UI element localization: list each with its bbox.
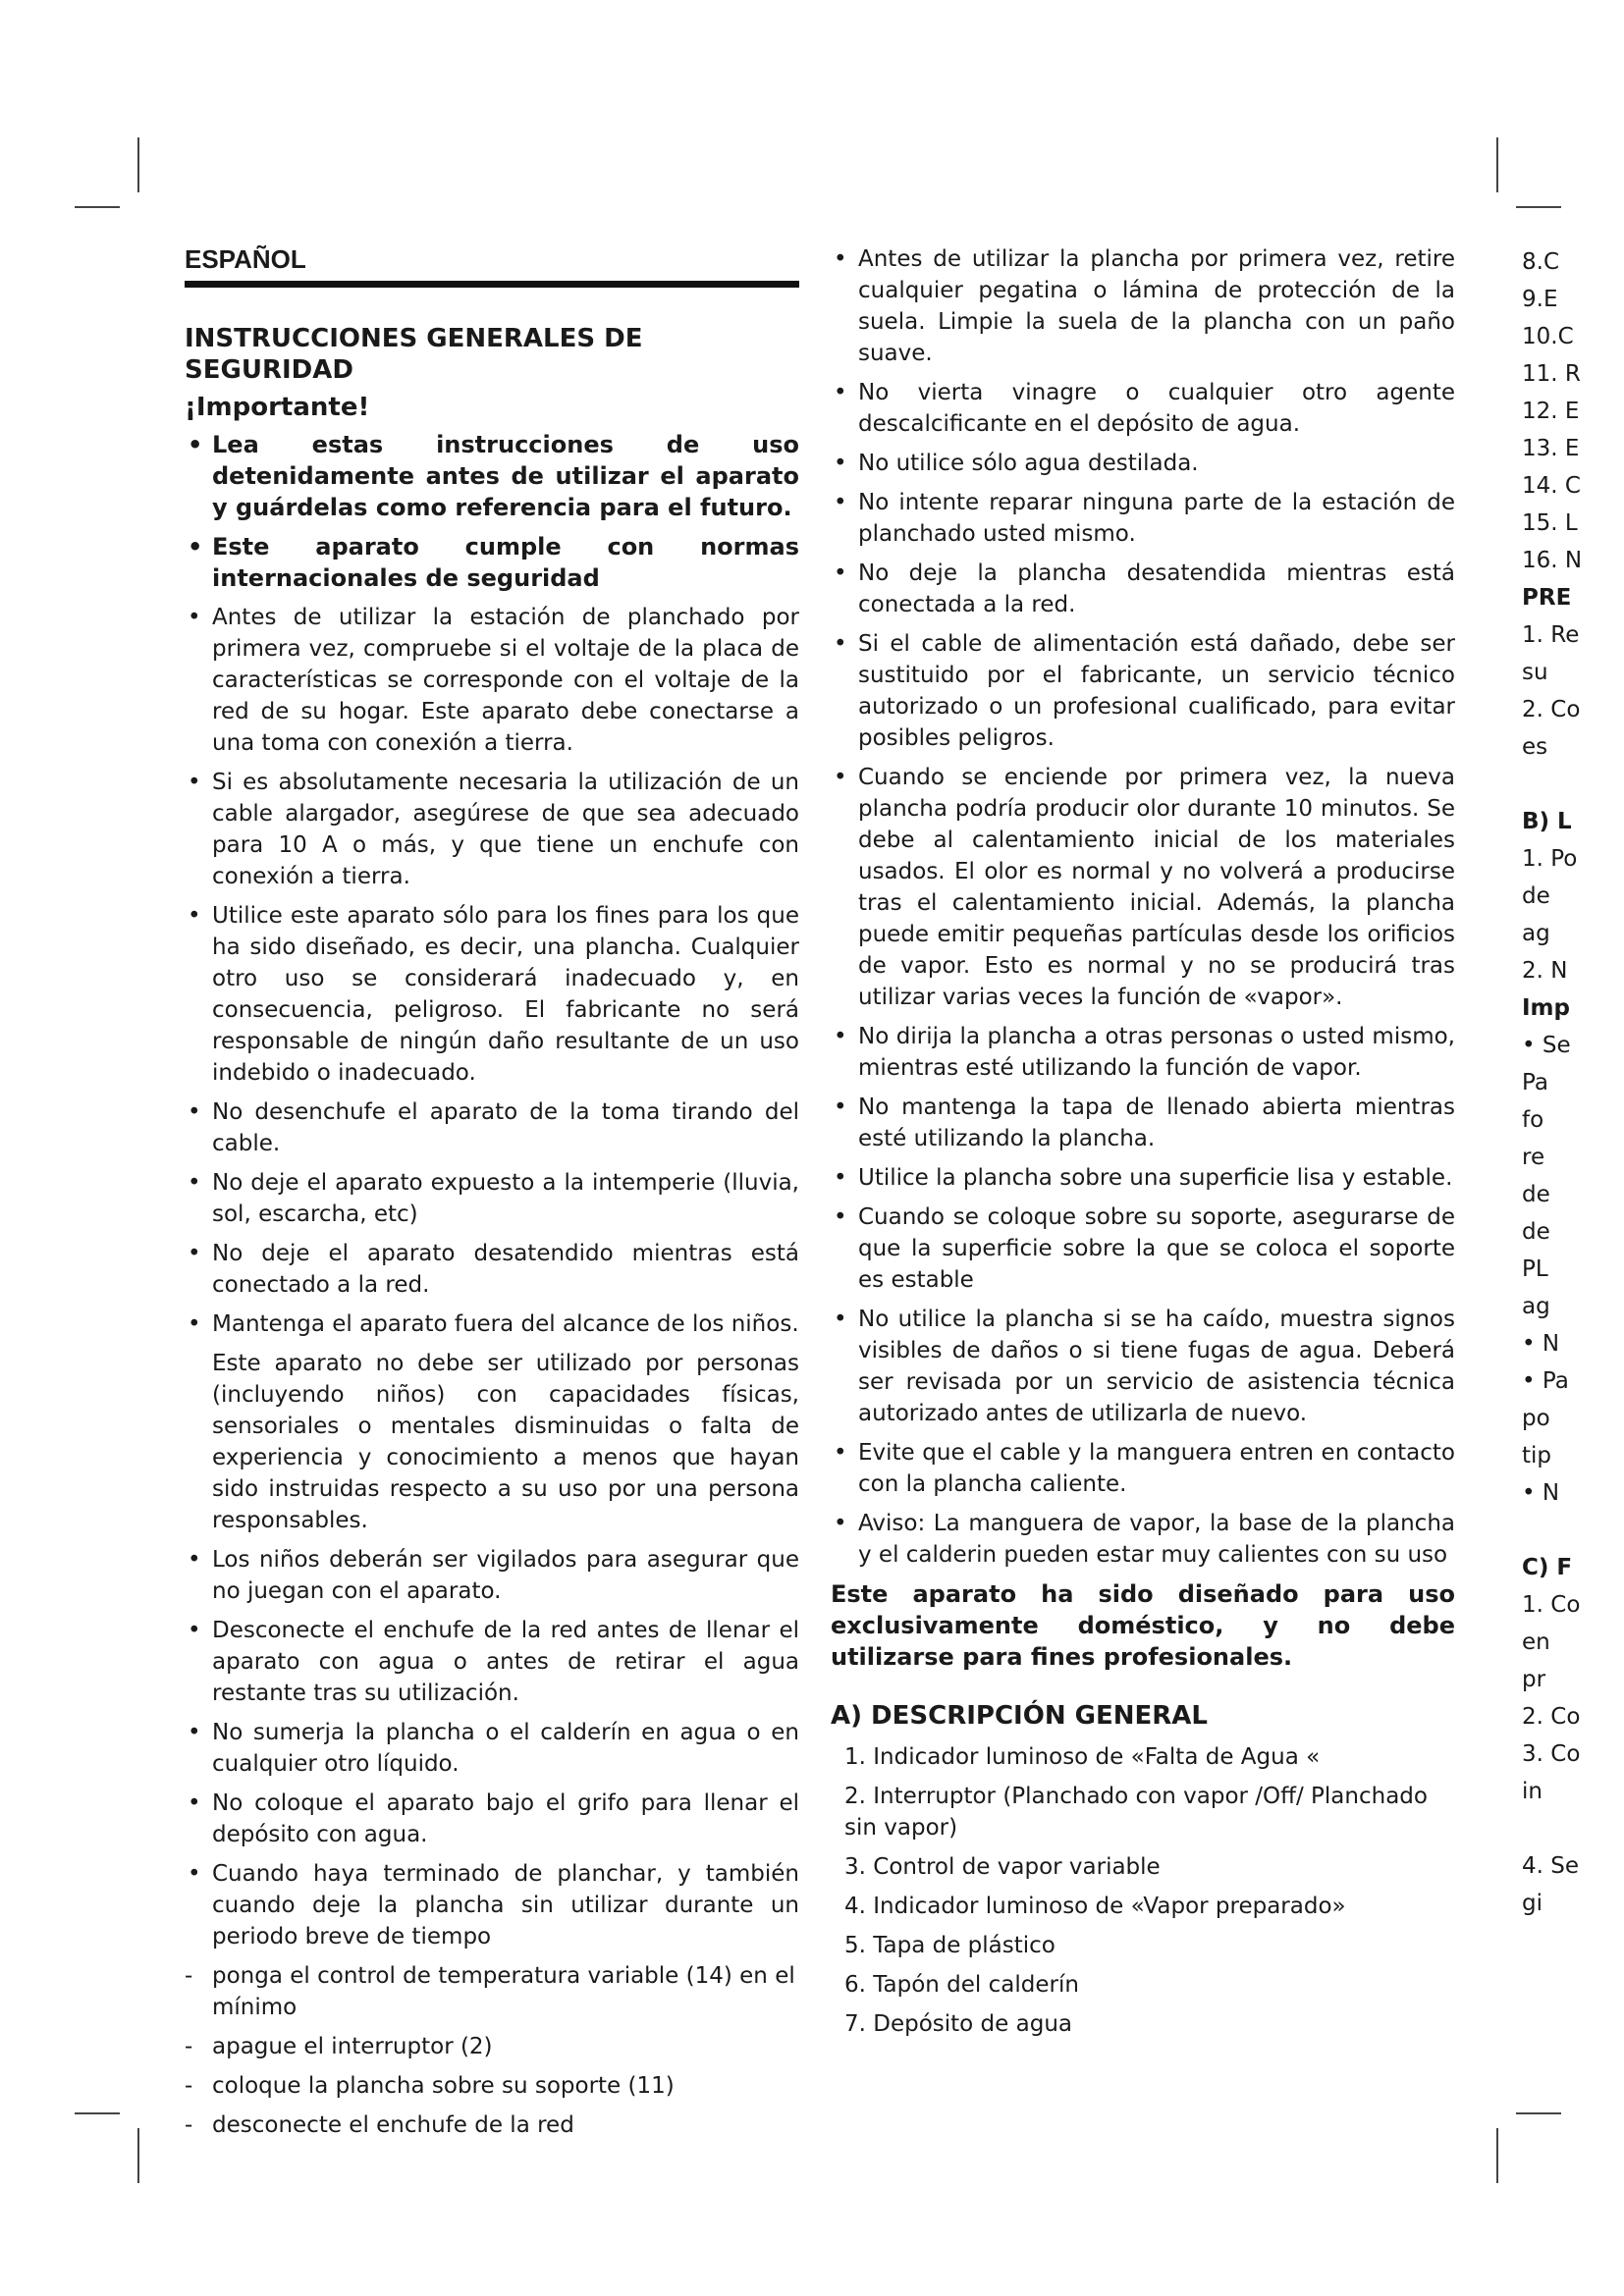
safety-bullet: • Si el cable de alimentación está dañado, debe ser sustituido por el fabricante, un servicio técnico autorizado o un profesional cualificado, para evitar posibles peligros. <box>831 628 1455 754</box>
part-item: 5. Tapa de plástico <box>844 1933 1056 1958</box>
fragment-line: 8.C <box>1522 249 1560 275</box>
safety-bullet: • No dirija la plancha a otras personas o usted mismo, mientras esté utilizando la función de vapor. <box>831 1021 1455 1084</box>
bullet-dot-icon: • <box>188 1547 201 1573</box>
bullet-dot-icon: • <box>834 561 847 586</box>
dash-marker: - <box>185 2112 193 2138</box>
fragment-line: fo <box>1522 1107 1544 1133</box>
fragment-line: ag <box>1522 1294 1550 1319</box>
fragment-line: es <box>1522 734 1548 760</box>
bullet-dot-icon: • <box>188 533 203 561</box>
dash-marker: - <box>185 2034 193 2059</box>
fragment-line: • N <box>1522 1480 1560 1506</box>
bullet-dot-icon: • <box>834 1307 847 1332</box>
dash-marker: - <box>185 1963 193 1989</box>
fragment-line: po <box>1522 1406 1550 1431</box>
safety-bullet: • No desenchufe el aparato de la toma tirando del cable. <box>185 1096 799 1159</box>
safety-bullet: • No deje el aparato desatendido mientras está conectado a la red. <box>185 1238 799 1301</box>
bullet-dot-icon: • <box>834 246 847 272</box>
bullet-dot-icon: • <box>834 451 847 476</box>
crop-mark-top-left-h <box>75 206 120 208</box>
part-item: 2. Interruptor (Planchado con vapor /Off/ Planchado sin vapor) <box>844 1784 1428 1841</box>
fragment-line: PRE <box>1522 585 1572 611</box>
safety-bullet: • No sumerja la plancha o el calderín en agua o en cualquier otro líquido. <box>185 1717 799 1780</box>
column-left <box>185 243 799 2149</box>
safety-bullet: • Aviso: La manguera de vapor, la base de la plancha y el calderin pueden estar muy calientes con su uso <box>831 1508 1455 1571</box>
safety-bullet: • Utilice este aparato sólo para los fines para los que ha sido diseñado, es decir, una plancha. Cualquier otro uso se considerará inadecuado y, en consecuencia, peligroso. El fabricante no será responsable de ningún daño resultante de un uso indebido o inadecuado. <box>185 900 799 1089</box>
crop-mark-bottom-left-h <box>75 2112 120 2114</box>
part-item: 7. Depósito de agua <box>844 2011 1072 2037</box>
dash-marker: - <box>185 2073 193 2099</box>
dash-item: - desconecte el enchufe de la red <box>185 2109 799 2141</box>
crop-mark-top-right-h <box>1516 206 1561 208</box>
bullet-dot-icon: • <box>834 380 847 405</box>
safety-bullet: • No utilice sólo agua destilada. <box>831 448 1455 479</box>
bold-bullet: • Lea estas instrucciones de uso detenidamente antes de utilizar el aparato y guárdelas como referencia para el futuro. <box>188 431 799 521</box>
fragment-line: de <box>1522 883 1550 909</box>
fragment-line: re <box>1522 1145 1545 1170</box>
dash-item: - ponga el control de temperatura variable (14) en el mínimo <box>185 1960 799 2023</box>
fragment-line: 1. Re <box>1522 622 1580 648</box>
fragment-line: pr <box>1522 1667 1546 1692</box>
fragment-line: 2. Co <box>1522 697 1581 722</box>
fragment-line: • Se <box>1522 1033 1571 1058</box>
important-label: ¡Importante! <box>185 393 370 422</box>
safety-bullet: • Mantenga el aparato fuera del alcance de los niños. <box>185 1308 799 1340</box>
fragment-line: 11. R <box>1522 361 1581 387</box>
safety-bullet: • Si es absolutamente necesaria la utilización de un cable alargador, asegúrese de que sea adecuado para 10 A o más, y que tiene un enchufe con conexión a tierra. <box>185 767 799 892</box>
fragment-line: en <box>1522 1629 1550 1655</box>
part-item: 6. Tapón del calderín <box>844 1972 1079 1998</box>
bullet-dot-icon: • <box>188 1618 201 1643</box>
safety-title: INSTRUCCIONES GENERALES DE SEGURIDAD <box>185 324 643 385</box>
crop-mark-top-right-v <box>1496 137 1498 192</box>
bullet-dot-icon: • <box>834 1024 847 1049</box>
safety-bullet: • Cuando se enciende por primera vez, la nueva plancha podría producir olor durante 10 minutos. Se debe al calentamiento inicial de los materiales usados. El olor es normal y no volverá a producirse tras el calentamiento inicial. Además, la plancha puede emitir pequeñas partículas desde los orificios de vapor. Esto es normal y no se producirá tras utilizar varias veces la función de «vapor». <box>831 762 1455 1013</box>
bullet-dot-icon: • <box>834 1511 847 1536</box>
fragment-line: Pa <box>1522 1070 1548 1095</box>
domestic-use-note: Este aparato ha sido diseñado para uso exclusivamente doméstico, y no debe utilizarse para fines profesionales. <box>831 1580 1455 1671</box>
fragment-line: 9.E <box>1522 287 1558 312</box>
fragment-line: B) L <box>1522 809 1572 834</box>
fragment-line <box>1522 1512 1624 1549</box>
fragment-line: 1. Co <box>1522 1592 1581 1618</box>
fragment-line: 15. L <box>1522 510 1578 536</box>
bullet-dot-icon: • <box>188 431 203 458</box>
safety-bullet: • No vierta vinagre o cualquier otro agente descalcificante en el depósito de agua. <box>831 377 1455 440</box>
bullet-dot-icon: • <box>188 605 201 630</box>
bullet-dot-icon: • <box>188 1790 201 1816</box>
fragment-line <box>1522 1810 1624 1847</box>
fragment-line: C) F <box>1522 1555 1573 1580</box>
safety-bullet: • Antes de utilizar la plancha por primera vez, retire cualquier pegatina o lámina de protección de la suela. Limpie la suela de la plancha con un paño suave. <box>831 243 1455 369</box>
bullet-dot-icon: • <box>188 1170 201 1196</box>
crop-mark-bottom-right-h <box>1516 2112 1561 2114</box>
fragment-line: de <box>1522 1219 1550 1245</box>
fragment-line: 3. Co <box>1522 1741 1581 1767</box>
part-item: 1. Indicador luminoso de «Falta de Agua « <box>844 1744 1321 1770</box>
fragment-line: tip <box>1522 1443 1552 1468</box>
crop-mark-bottom-left-v <box>137 2128 139 2183</box>
fragment-line: Imp <box>1522 995 1570 1021</box>
safety-bullet: • Los niños deberán ser vigilados para asegurar que no juegan con el aparato. <box>185 1544 799 1607</box>
fragment-line: 1. Po <box>1522 846 1578 872</box>
fragment-line: in <box>1522 1779 1543 1804</box>
fragment-line: ag <box>1522 921 1550 946</box>
fragment-line: 4. Se <box>1522 1853 1580 1879</box>
safety-bullet: • No mantenga la tapa de llenado abierta mientras esté utilizando la plancha. <box>831 1092 1455 1154</box>
dash-item: - coloque la plancha sobre su soporte (11) <box>185 2070 799 2102</box>
safety-bullet: • No deje la plancha desatendida mientras está conectada a la red. <box>831 558 1455 620</box>
bullet-dot-icon: • <box>188 903 201 929</box>
bullet-dot-icon: • <box>834 631 847 657</box>
safety-bullet: • No coloque el aparato bajo el grifo para llenar el depósito con agua. <box>185 1788 799 1850</box>
fragment-line: 16. N <box>1522 548 1583 573</box>
safety-bullet: • Antes de utilizar la estación de planchado por primera vez, compruebe si el voltaje de la placa de características se corresponde con el voltaje de la red de su hogar. Este aparato debe conectarse a una toma con conexión a tierra. <box>185 602 799 759</box>
safety-bullet: • No utilice la plancha si se ha caído, muestra signos visibles de daños o si tiene fugas de agua. Deberá ser revisada por un servicio de asistencia técnica autorizado antes de utilizarla de nuevo. <box>831 1304 1455 1429</box>
bullet-dot-icon: • <box>834 1440 847 1466</box>
description-title: A) DESCRIPCIÓN GENERAL <box>831 1701 1208 1731</box>
safety-bullet: • No intente reparar ninguna parte de la estación de planchado usted mismo. <box>831 487 1455 550</box>
fragment-line: 2. Co <box>1522 1704 1581 1730</box>
fragment-line: de <box>1522 1182 1550 1207</box>
part-item: 4. Indicador luminoso de «Vapor preparado» <box>844 1894 1346 1919</box>
bold-bullet: • Este aparato cumple con normas internacionales de seguridad <box>188 533 799 592</box>
fragment-line: 10.C <box>1522 324 1574 349</box>
safety-bullet: • Evite que el cable y la manguera entren en contacto con la plancha caliente. <box>831 1437 1455 1500</box>
safety-bullet: • Utilice la plancha sobre una superficie lisa y estable. <box>831 1162 1455 1194</box>
fragment-line <box>1522 766 1624 803</box>
fragment-line: 14. C <box>1522 473 1581 499</box>
language-title: ESPAÑOL <box>185 244 306 274</box>
safety-bullet: • Cuando haya terminado de planchar, y también cuando deje la plancha sin utilizar durante un periodo breve de tiempo <box>185 1858 799 1952</box>
safety-bullet: • No deje el aparato expuesto a la intemperie (lluvia, sol, escarcha, etc) <box>185 1167 799 1230</box>
bullet-dot-icon: • <box>834 490 847 515</box>
bullet-dot-icon: • <box>834 1204 847 1230</box>
column-middle <box>831 243 1455 2048</box>
bullet-dot-icon: • <box>188 1861 201 1887</box>
bullet-dot-icon: • <box>188 1241 201 1266</box>
fragment-line: PL <box>1522 1256 1548 1282</box>
safety-bullet: • Desconecte el enchufe de la red antes de llenar el aparato con agua o antes de retirar el agua restante tras su utilización. <box>185 1615 799 1709</box>
dash-item: - apague el interruptor (2) <box>185 2031 799 2062</box>
crop-mark-top-left-v <box>137 137 139 192</box>
crop-mark-bottom-right-v <box>1496 2128 1498 2183</box>
persons-paragraph: Este aparato no debe ser utilizado por personas (incluyendo niños) con capacidades físicas, sensoriales o mentales disminuidas o falta de experiencia y conocimiento a menos que hayan sido instruidas respecto a su uso por una persona responsables. <box>212 1351 799 1533</box>
bullet-dot-icon: • <box>188 1099 201 1125</box>
fragment-line: gi <box>1522 1891 1543 1916</box>
bullet-dot-icon: • <box>188 1311 201 1337</box>
part-item: 3. Control de vapor variable <box>844 1854 1161 1880</box>
fragment-line: 13. E <box>1522 436 1580 461</box>
bullet-dot-icon: • <box>188 1720 201 1745</box>
bullet-dot-icon: • <box>834 1165 847 1191</box>
column-right-truncated <box>1522 243 1624 1922</box>
title-rule <box>185 281 799 288</box>
fragment-line: • Pa <box>1522 1368 1569 1394</box>
bullet-dot-icon: • <box>834 1095 847 1120</box>
fragment-line: 12. E <box>1522 399 1580 424</box>
bullet-dot-icon: • <box>188 770 201 795</box>
bullet-dot-icon: • <box>834 765 847 790</box>
fragment-line: • N <box>1522 1331 1560 1357</box>
fragment-line: su <box>1522 660 1548 685</box>
fragment-line: 2. N <box>1522 958 1568 984</box>
safety-bullet: • Cuando se coloque sobre su soporte, asegurarse de que la superficie sobre la que se coloca el soporte es estable <box>831 1201 1455 1296</box>
